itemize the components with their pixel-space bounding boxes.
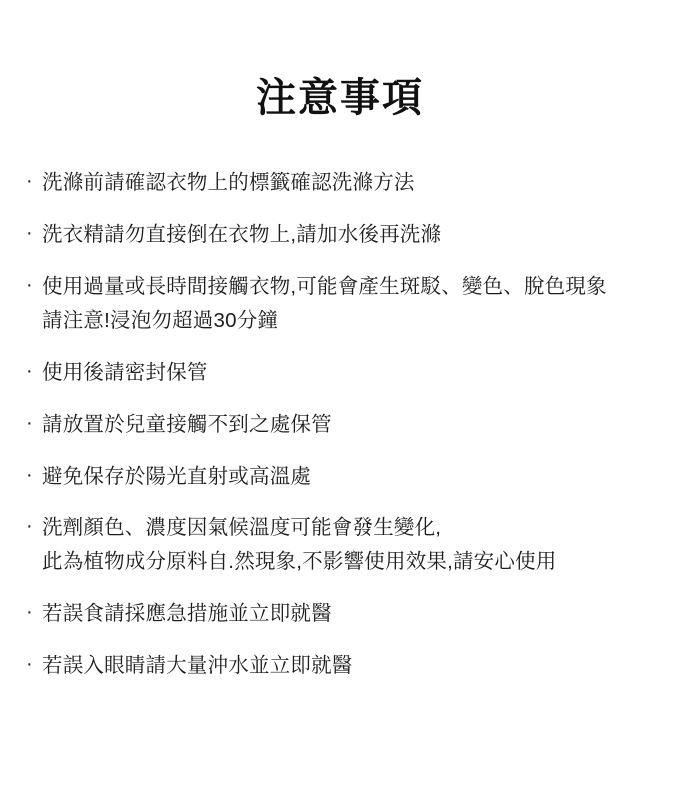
list-item <box>26 168 662 198</box>
list-item <box>26 272 662 336</box>
bullet-icon: · <box>26 515 33 538</box>
list-item-line: 避免保存於陽光直射或高溫處 <box>42 464 312 488</box>
bullet-icon: · <box>26 170 33 192</box>
bullet-icon: · <box>26 221 33 244</box>
bullet-icon: · <box>26 601 33 624</box>
list-item <box>26 358 662 388</box>
list-item <box>26 462 662 492</box>
list-item-text <box>42 272 662 336</box>
bullet-icon: · <box>26 463 33 486</box>
list-item-line: 使用過量或長時間接觸衣物,可能會產生斑駁、變色、脫色現象 <box>42 274 607 298</box>
list-item-line: 此為植物成分原料自.然現象,不影響使用效果,請安心使用 <box>42 550 557 574</box>
list-item-text <box>42 651 662 681</box>
list-item-text <box>42 220 662 250</box>
list-item <box>26 651 662 681</box>
list-item-text <box>42 410 662 440</box>
list-item-line: 請放置於兒童接觸不到之處保管 <box>42 412 332 436</box>
bullet-icon: · <box>26 653 33 676</box>
list-item <box>26 599 662 629</box>
list-item <box>26 410 662 440</box>
list-item-line: 若誤食請採應急措施並立即就醫 <box>42 602 332 626</box>
page-title: 注意事項 <box>256 76 424 120</box>
list-item-text <box>42 358 662 388</box>
list-item-text <box>42 462 662 492</box>
precautions-list <box>0 168 680 681</box>
bullet-icon: · <box>26 359 33 382</box>
list-item <box>26 220 662 250</box>
list-item-line: 請注意!浸泡勿超過30分鐘 <box>42 308 279 332</box>
list-item-text <box>42 599 662 629</box>
list-item-line: 洗衣精請勿直接倒在衣物上,請加水後再洗滌 <box>42 222 442 246</box>
list-item-line: 洗劑顏色、濃度因氣候溫度可能會發生變化, <box>42 516 442 540</box>
list-item-line: 洗滌前請確認衣物上的標籤確認洗滌方法 <box>42 171 415 194</box>
bullet-icon: · <box>26 411 33 434</box>
bullet-icon: · <box>26 273 33 296</box>
list-item <box>26 513 662 577</box>
list-item-line: 使用後請密封保管 <box>42 360 208 384</box>
list-item-text <box>42 168 662 198</box>
list-item-text <box>42 513 662 577</box>
list-item-line: 若誤入眼睛請大量沖水並立即就醫 <box>42 654 353 678</box>
